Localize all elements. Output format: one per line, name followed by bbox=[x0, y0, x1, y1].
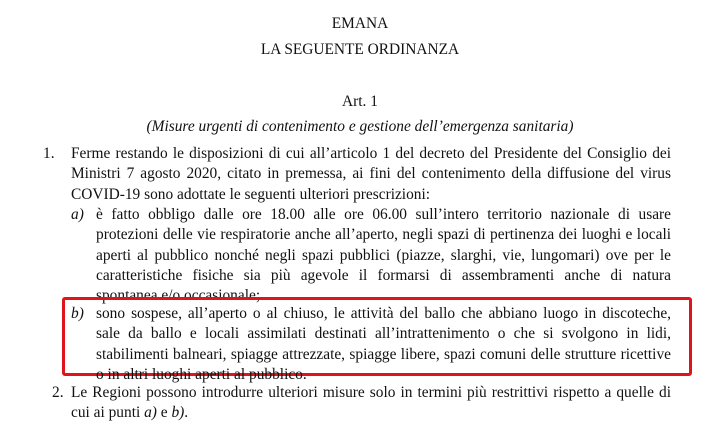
item-2-line-2 bbox=[71, 403, 671, 423]
item-1-line: Ministri 7 agosto 2020, citato in premessa, ai fini del contenimento della diffusione del virus bbox=[71, 165, 671, 183]
item-b-label: b) bbox=[71, 305, 84, 322]
item-b-text bbox=[96, 304, 671, 385]
item-1-line: Ferme restando le disposizioni di cui all’articolo 1 del decreto del Presidente del Consiglio dei bbox=[71, 145, 671, 162]
article-subtitle: (Misure urgenti di contenimento e gestione dell’emergenza sanitaria) bbox=[146, 118, 574, 135]
article-number: Art. 1 bbox=[342, 93, 378, 110]
item-2-suffix: . bbox=[184, 404, 189, 422]
heading-ordinanza: LA SEGUENTE ORDINANZA bbox=[260, 41, 460, 58]
item-2-ref-b: b) bbox=[171, 404, 185, 422]
item-b-line: o in altri luoghi aperti al pubblico. bbox=[96, 365, 307, 383]
item-2-text bbox=[71, 383, 671, 424]
item-1-text bbox=[71, 144, 671, 205]
item-a-line: aperti al pubblico nonché negli spazi pubblici (piazze, slarghi, vie, lungomari) ove per le bbox=[96, 246, 671, 264]
item-a-line: spontanea e/o occasionale; bbox=[96, 287, 261, 305]
item-a-line: è fatto obbligo dalle ore 18.00 alle ore 06.00 sull’intero territorio nazionale di usare bbox=[96, 206, 671, 223]
item-b-line: sale da ballo e locali assimilati destinati all’intrattenimento o che si svolgono in lidi, bbox=[96, 325, 671, 343]
item-2-line: Le Regioni possono introdurre ulteriori misure solo in termini più restrittivi rispetto a quelle di bbox=[71, 384, 671, 401]
item-b-line: sono sospese, all’aperto o al chiuso, le attività del ballo che abbiano luogo in discoteche, bbox=[96, 305, 671, 322]
item-a-line: caratteristiche fisiche sia più agevole il formarsi di assembramenti anche di natura bbox=[96, 266, 671, 284]
item-b-line: stabilimenti balneari, spiagge attrezzate, spiagge libere, spazi comuni delle strutture ricettive bbox=[96, 345, 671, 363]
item-2-prefix: cui ai punti bbox=[71, 404, 145, 422]
item-1-number: 1. bbox=[43, 145, 55, 162]
item-a-text bbox=[96, 205, 671, 306]
heading-emana: EMANA bbox=[331, 15, 389, 32]
item-a-label: a) bbox=[71, 206, 84, 223]
item-a-line: protezioni delle vie respiratorie anche all’aperto, negli spazi di pertinenza dei luoghi e locali bbox=[96, 226, 671, 244]
item-1-line: COVID-19 sono adottate le seguenti ulteriori prescrizioni: bbox=[71, 185, 431, 203]
item-2-mid: e bbox=[156, 404, 172, 422]
item-2-ref-a: a) bbox=[144, 404, 157, 422]
item-2-number: 2. bbox=[52, 384, 64, 401]
